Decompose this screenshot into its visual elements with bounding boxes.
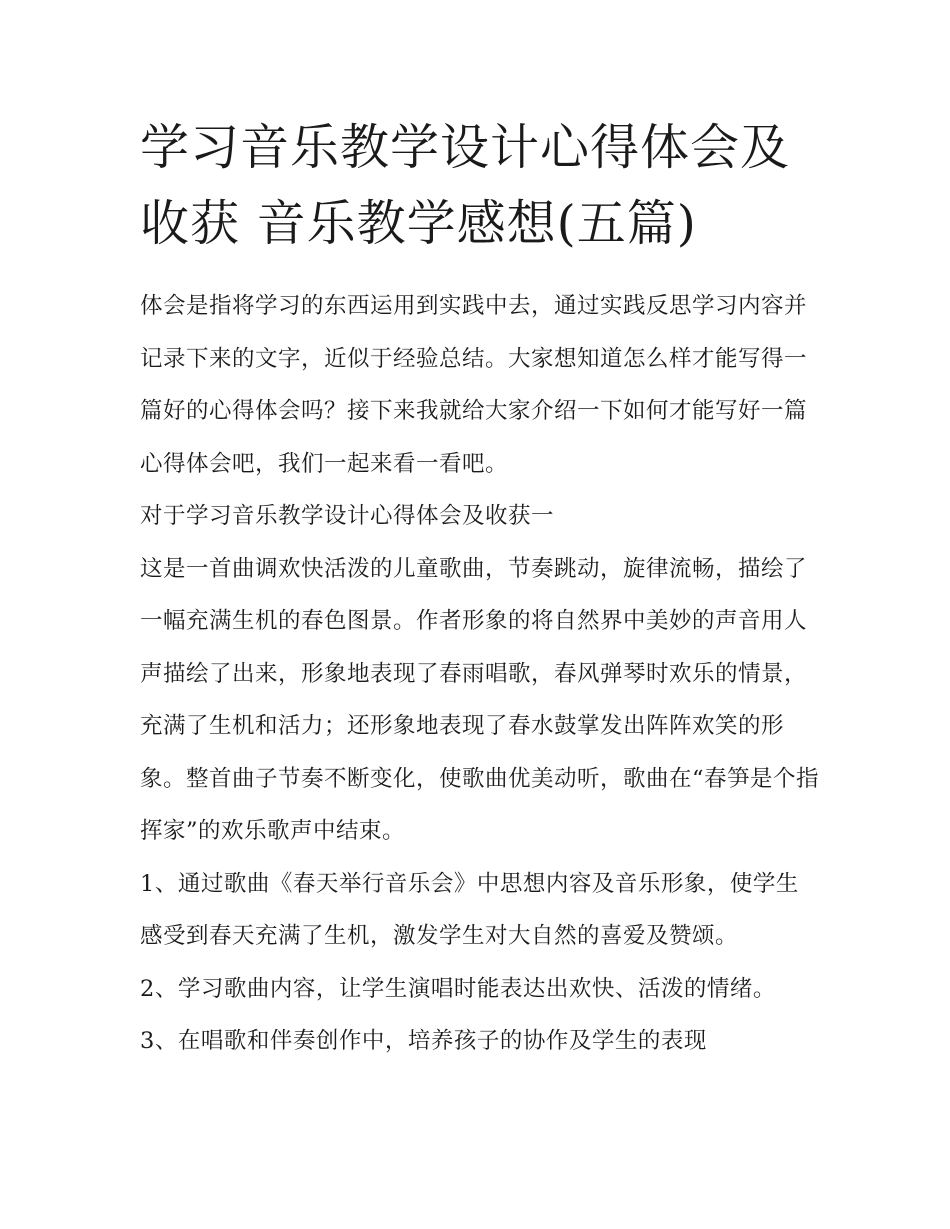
list-item-1: 1、通过歌曲《春天举行音乐会》中思想内容及音乐形象，使学生感受到春天充满了生机，激发学生对大自然的喜爱及赞颂。 bbox=[140, 870, 799, 949]
section-body-paragraph: 这是一首曲调欢快活泼的儿童歌曲，节奏跳动，旋律流畅，描绘了一幅充满生机的春色图景。作者形象的将自然界中美妙的声音用人声描绘了出来，形象地表现了春雨唱歌，春风弹琴时欢乐的情景，充满了生机和活力；还形象地表现了春水鼓掌发出阵阵欢笑的形象。整首曲子节奏不断变化，使歌曲优美动听，歌曲在“春笋是个指挥家”的欢乐歌声中结束。 bbox=[140, 555, 820, 844]
document-page bbox=[140, 110, 820, 1068]
document-title: 学习音乐教学设计心得体会及收获 音乐教学感想(五篇) bbox=[140, 119, 791, 252]
section-heading: 对于学习音乐教学设计心得体会及收获一 bbox=[140, 503, 555, 529]
list-item-2: 2、学习歌曲内容，让学生演唱时能表达出欢快、活泼的情绪。 3、在唱歌和伴奏创作中，培养孩子的协作及学生的表现 bbox=[140, 975, 776, 1054]
intro-paragraph: 体会是指将学习的东西运用到实践中去，通过实践反思学习内容并记录下来的文字，近似于经验总结。大家想知道怎么样才能写得一篇好的心得体会吗？接下来我就给大家介绍一下如何才能写好一篇心得体会吧，我们一起来看一看吧。 bbox=[140, 293, 808, 477]
